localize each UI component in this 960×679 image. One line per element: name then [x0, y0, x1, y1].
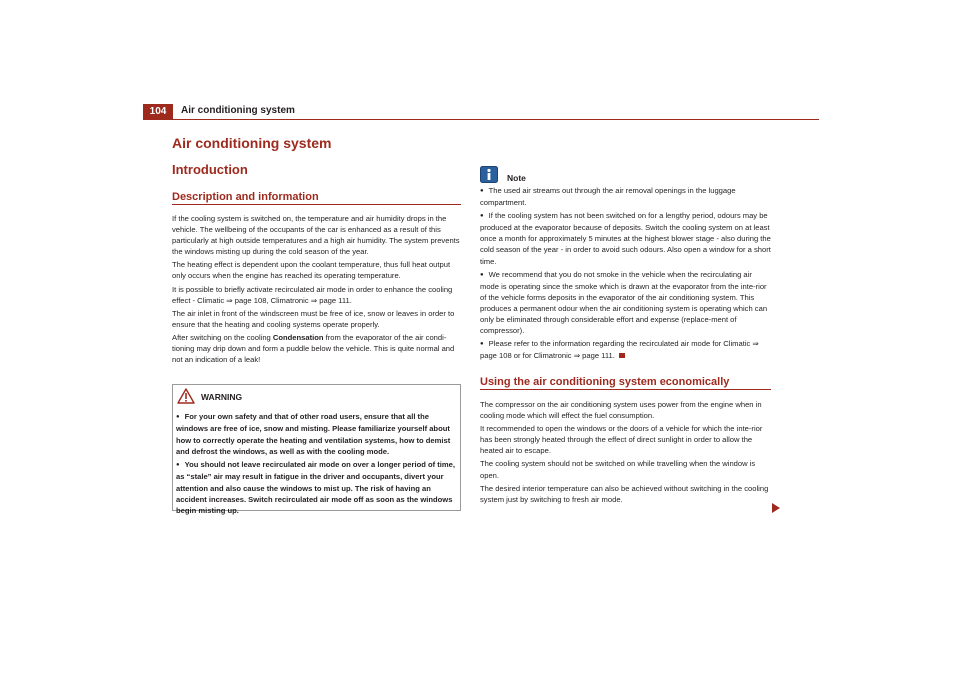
header-rule — [173, 119, 819, 120]
bullet-icon: ● — [480, 188, 484, 194]
page-title: Air conditioning system — [172, 135, 332, 151]
right-column-text — [480, 399, 772, 507]
subsection-title-right: Using the air conditioning system economically — [480, 376, 730, 388]
subsection-rule-right — [480, 389, 771, 390]
warning-item — [176, 411, 457, 457]
continue-arrow-icon — [772, 503, 780, 513]
note-item — [480, 269, 772, 337]
warning-item — [176, 459, 457, 516]
bullet-icon: ● — [176, 414, 180, 420]
bullet-icon: ● — [480, 213, 484, 220]
warning-icon — [177, 388, 195, 404]
page-number: 104 — [143, 104, 173, 120]
paragraph: The compressor on the air conditioning system uses power from the engine when in cooling mode which will effect the fuel consumption. — [480, 400, 762, 421]
paragraph: If the cooling system is switched on, the temperature and air humidity drops in the vehicle. The wellbeing of the occupants of the car is enhanced as a result of this particularly at high outside temperatures and a high air humidity. The system prevents the windows misting up during the cold season of the year. — [172, 214, 460, 257]
condensation-paragraph — [172, 332, 462, 365]
note-item — [480, 338, 772, 361]
left-column — [172, 213, 462, 367]
note-body — [480, 185, 772, 363]
condensation-after: from the evaporator of the air condi-tioning may drip down and form a puddle below the vehicle. This is quite normal and not an indication of a leak! — [172, 332, 455, 365]
warning-item-text: You should not leave recirculated air mode on over a longer period of time, as “stale” air may result in fatigue in the driver and occupants, divert your attention and also cause the windows to mist up. The risk of having an accident increases. Switch recirculated air mode off as soon as the windows begin misting up. — [176, 460, 455, 516]
warning-title: WARNING — [201, 392, 243, 402]
warning-box — [172, 384, 461, 516]
running-title: Air conditioning system — [181, 105, 295, 116]
paragraph: The desired interior temperature can also be achieved without switching in the cooling system just by switching to fresh air mode. — [480, 483, 769, 504]
condensation-before: After switching on the cooling — [172, 332, 273, 342]
paragraph: It recommended to open the windows or the doors of a vehicle for which the inte-rior has been strongly heated through the effect of direct sunlight in order to allow the heated air to escape. — [480, 424, 763, 456]
note-item-text: The used air streams out through the air removal openings in the luggage compartment. — [480, 186, 736, 208]
note-item — [480, 185, 772, 208]
bullet-icon: ● — [480, 271, 484, 278]
paragraph: It is possible to briefly activate recirculated air mode in order to enhance the cooling effect - Climatic ⇒ page 108, Climatronic ⇒ page 111. — [172, 284, 453, 305]
note-header — [480, 166, 772, 184]
paragraph: The air inlet in front of the windscreen must be free of ice, snow or leaves in order to ensure that the heating and cooling systems operate properly. — [172, 308, 455, 329]
paragraph: The heating effect is dependent upon the coolant temperature, thus full heat output only occurs when the engine has reached its operating temperature. — [172, 260, 451, 281]
bullet-icon: ● — [480, 341, 484, 348]
subsection-rule-left — [172, 204, 461, 205]
bullet-icon: ● — [176, 462, 180, 469]
note-title: Note — [507, 173, 526, 183]
subsection-title-left: Description and information — [172, 191, 319, 203]
section-end-icon — [619, 353, 625, 358]
section-title: Introduction — [172, 162, 248, 177]
note-item-text: Please refer to the information regarding the recirculated air mode for Climatic ⇒ page 108 or for Climatronic ⇒ page 111. — [480, 339, 759, 361]
info-icon — [480, 166, 498, 183]
note-item — [480, 210, 772, 266]
paragraph: The cooling system should not be switched on while travelling when the window is open. — [480, 459, 756, 480]
warning-item-text: For your own safety and that of other road users, ensure that all the windows are free of ice, snow and misting. Please familiarize yourself about how to correctly operate the heating and ventilation systems, how to demist and defrost the windows, as well as with the cooling mode. — [176, 412, 451, 456]
note-item-text: We recommend that you do not smoke in the vehicle when the recirculating air mode is operating since the smoke which is drawn at the evaporator from the inte-rior of the vehicle forms deposits in the evaporator of the air conditioning system. This produces a permanent odour when the air conditioning system is operating which can only be eliminated through considerable effort and expense (replace-ment of compressor). — [480, 269, 768, 336]
page-header — [143, 104, 819, 120]
condensation-term: Condensation — [272, 332, 324, 342]
note-item-text: If the cooling system has not been switched on for a lengthy period, odours may be produced at the evaporator because of deposits. Switch the cooling system on at least once a month for approximately 5 minutes at the highest blower stage - also during the cold season of the year - in order to avoid such odours. Also open a window for a short time. — [480, 211, 771, 266]
